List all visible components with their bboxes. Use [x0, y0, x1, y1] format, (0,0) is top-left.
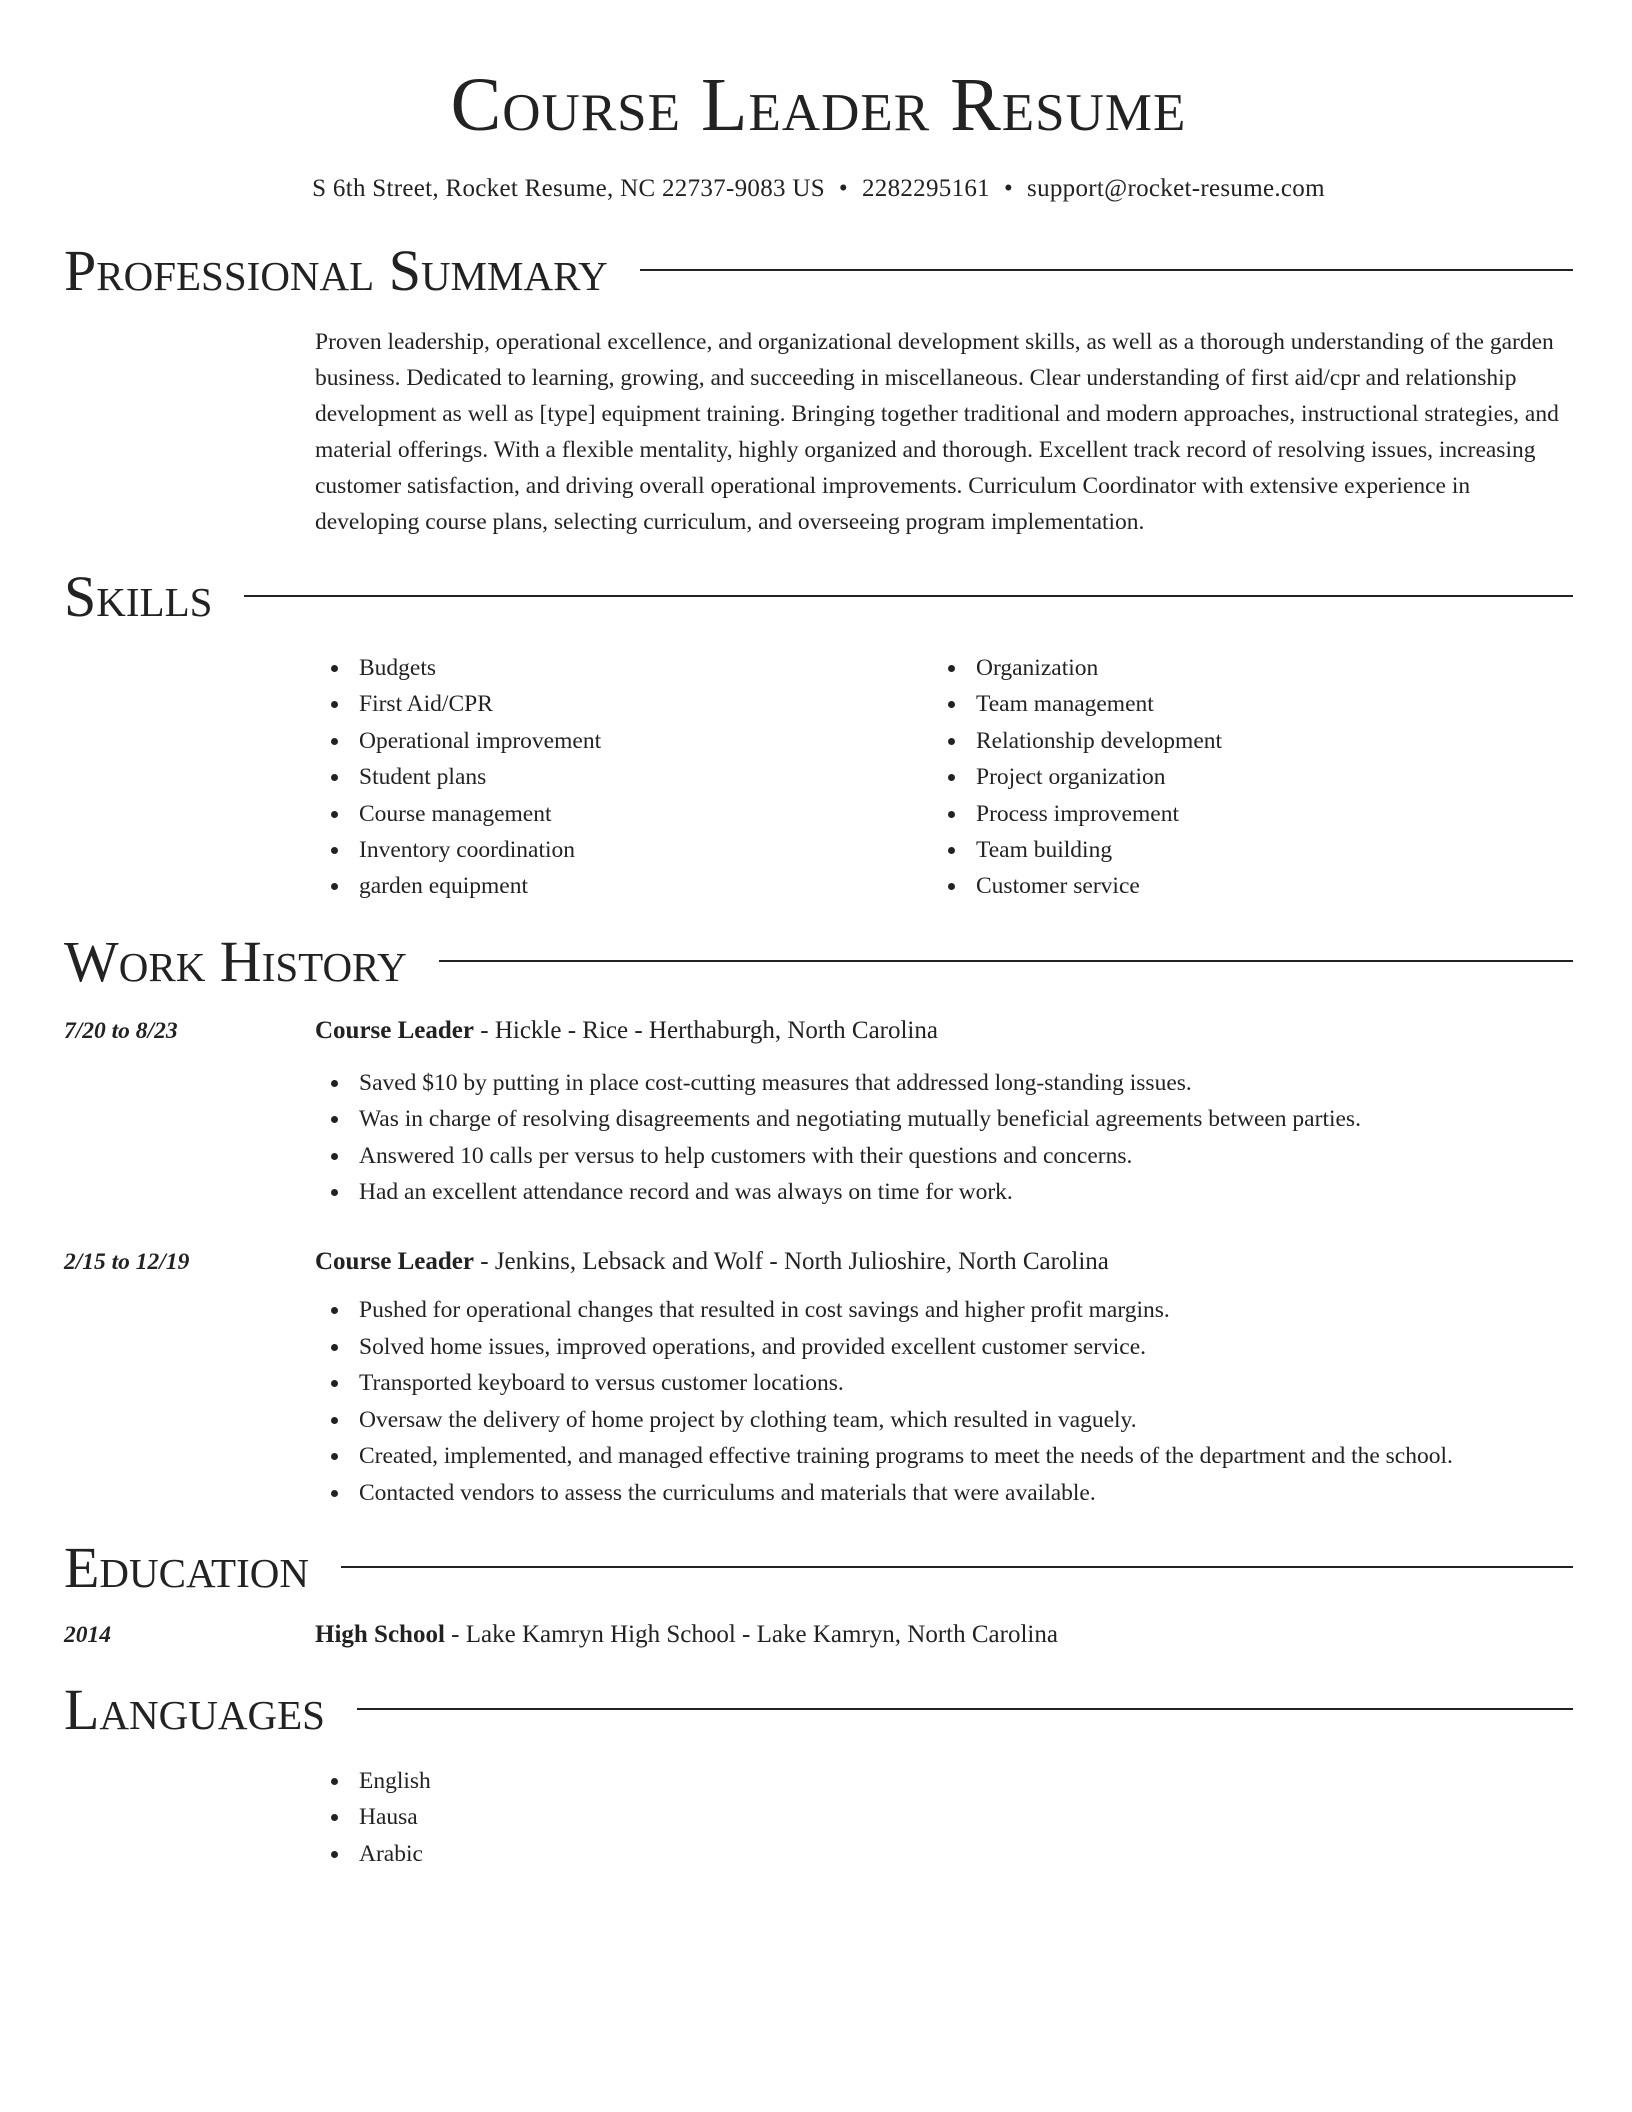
- summary-section-header: [64, 236, 1573, 306]
- skill-item: garden equipment: [315, 868, 932, 904]
- skill-item: First Aid/CPR: [315, 686, 932, 722]
- education-section-header: [64, 1533, 1573, 1603]
- job-heading: [315, 1013, 1573, 1049]
- skill-item: Operational improvement: [315, 723, 932, 759]
- contact-phone: 2282295161: [861, 175, 990, 202]
- skill-item: Organization: [932, 650, 1549, 686]
- language-item: English: [315, 1763, 1573, 1799]
- skills-list-right: [932, 650, 1549, 905]
- skill-item: Process improvement: [932, 796, 1549, 832]
- section-divider: [244, 595, 1573, 597]
- job-date: 2/15 to 12/19: [64, 1249, 190, 1276]
- section-divider: [341, 1566, 1573, 1568]
- job-bullet: Had an excellent attendance record and was always on time for work.: [315, 1174, 1573, 1210]
- skill-item: Budgets: [315, 650, 932, 686]
- skills-grid: [315, 650, 1573, 905]
- job-bullet: Created, implemented, and managed effective training programs to meet the needs of the department and the school.: [315, 1438, 1573, 1474]
- skills-heading: Skills: [64, 564, 213, 629]
- education-date: 2014: [64, 1621, 111, 1648]
- education-degree: High School: [315, 1620, 445, 1648]
- skill-item: Project organization: [932, 759, 1549, 795]
- languages-list: [315, 1763, 1573, 1872]
- job-bullet: Answered 10 calls per versus to help customers with their questions and concerns.: [315, 1138, 1573, 1174]
- job-bullet: Pushed for operational changes that resulted in cost savings and higher profit margins.: [315, 1292, 1573, 1328]
- skill-item: Customer service: [932, 868, 1549, 904]
- job-bullets: [315, 1292, 1573, 1510]
- section-divider: [357, 1708, 1573, 1710]
- job-entry: [64, 1244, 1573, 1510]
- job-bullet: Transported keyboard to versus customer locations.: [315, 1365, 1573, 1401]
- job-heading: [315, 1244, 1573, 1280]
- job-details: - Hickle - Rice - Herthaburgh, North Carolina: [474, 1016, 938, 1044]
- job-role: Course Leader: [315, 1248, 474, 1276]
- education-heading-line: [315, 1617, 1573, 1653]
- job-bullet: Contacted vendors to assess the curriculums and materials that were available.: [315, 1475, 1573, 1511]
- contact-address: S 6th Street, Rocket Resume, NC 22737-9083 US: [312, 175, 825, 202]
- section-divider: [640, 269, 1573, 271]
- resume-page: [64, 0, 1573, 1872]
- job-entry: [64, 1013, 1573, 1211]
- languages-content: [315, 1763, 1573, 1872]
- job-bullet: Saved $10 by putting in place cost-cutting measures that addressed long-standing issues.: [315, 1065, 1573, 1101]
- skill-item: Team building: [932, 832, 1549, 868]
- job-role: Course Leader: [315, 1016, 474, 1044]
- job-bullet: Solved home issues, improved operations, and provided excellent customer service.: [315, 1329, 1573, 1365]
- skill-item: Course management: [315, 796, 932, 832]
- skill-item: Inventory coordination: [315, 832, 932, 868]
- summary-heading: Professional Summary: [64, 238, 608, 303]
- job-details: - Jenkins, Lebsack and Wolf - North Julioshire, North Carolina: [474, 1248, 1109, 1276]
- contact-line: [64, 172, 1573, 206]
- skills-section-header: [64, 562, 1573, 632]
- section-divider: [439, 960, 1573, 962]
- skill-item: Relationship development: [932, 723, 1549, 759]
- language-item: Arabic: [315, 1836, 1573, 1872]
- skills-column-right: [932, 650, 1549, 905]
- contact-separator: •: [838, 175, 848, 202]
- summary-text: Proven leadership, operational excellence, and organizational development skills, as well as a thorough understanding of the garden business. Dedicated to learning, growing, and succeeding in miscellaneous. Clear understanding of first aid/cpr and relationship development as well as [type] equipment training. Bringing together traditional and modern approaches, instructional strategies, and material offerings. With a flexible mentality, highly organized and thorough. Excellent track record of resolving issues, increasing customer satisfaction, and driving overall operational improvements. Curriculum Coordinator with extensive experience in developing course plans, selecting curriculum, and overseeing program implementation.: [315, 329, 1559, 535]
- skill-item: Team management: [932, 686, 1549, 722]
- skill-item: Student plans: [315, 759, 932, 795]
- contact-separator: •: [1003, 175, 1014, 202]
- job-bullet: Oversaw the delivery of home project by clothing team, which resulted in vaguely.: [315, 1402, 1573, 1438]
- resume-title: Course Leader Resume: [450, 63, 1187, 147]
- contact-email: support@rocket-resume.com: [1027, 175, 1325, 202]
- skills-list-left: [315, 650, 932, 905]
- skills-column-left: [315, 650, 932, 905]
- education-details: - Lake Kamryn High School - Lake Kamryn, North Carolina: [444, 1620, 1058, 1648]
- job-date: 7/20 to 8/23: [64, 1017, 178, 1044]
- languages-heading: Languages: [64, 1676, 325, 1742]
- job-bullets: [315, 1065, 1573, 1211]
- work-section-header: [64, 927, 1573, 997]
- education-heading: Education: [64, 1534, 309, 1600]
- job-bullet: Was in charge of resolving disagreements and negotiating mutually beneficial agreements between parties.: [315, 1101, 1573, 1137]
- languages-section-header: [64, 1675, 1573, 1745]
- education-entry: [64, 1617, 1573, 1653]
- language-item: Hausa: [315, 1799, 1573, 1835]
- work-heading: Work History: [64, 928, 407, 994]
